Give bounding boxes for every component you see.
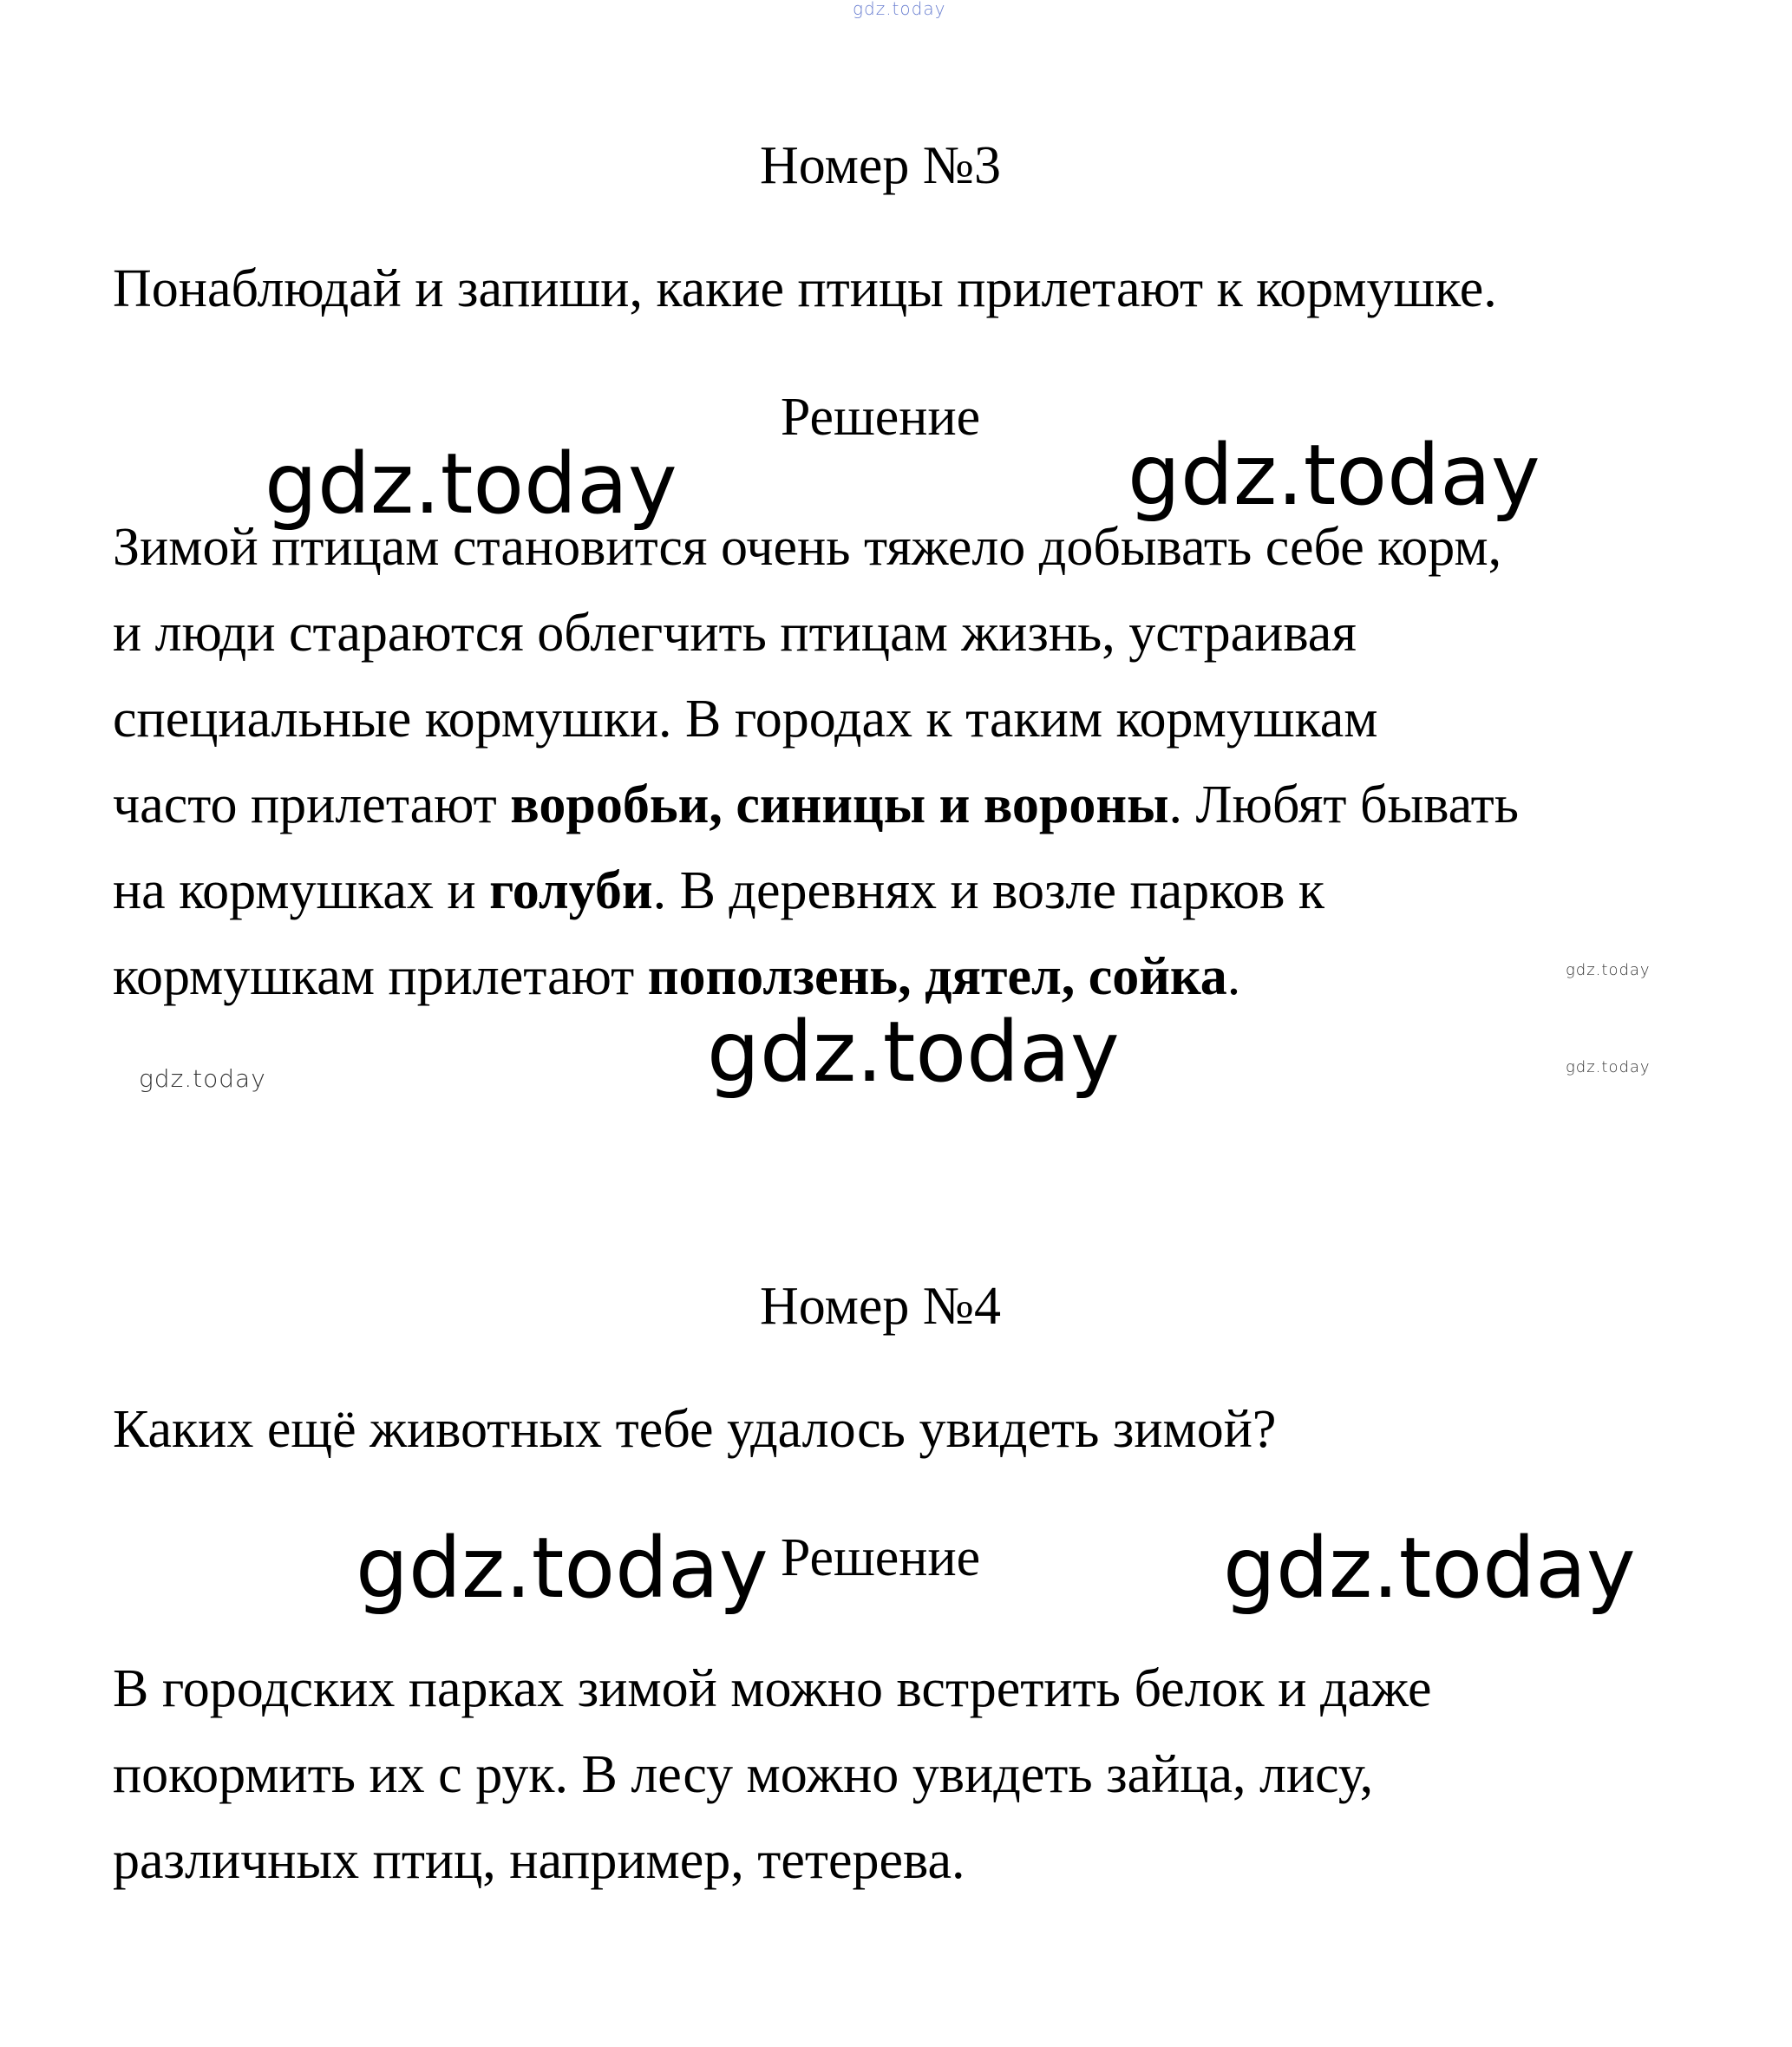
answer-line: кормушкам прилетают поползень, дятел, сойка. [113, 947, 1241, 1006]
task4-solution-label: Решение [780, 1528, 981, 1587]
watermark-tiny: gdz.today [1566, 1058, 1651, 1076]
task3-answer [113, 505, 1674, 1020]
bold-birds: поползень, дятел, сойка [647, 947, 1227, 1006]
answer-line: на кормушках и голуби. В деревнях и возле парков к [113, 861, 1325, 920]
task4-answer [113, 1646, 1674, 1904]
watermark-large: gdz.today [356, 1520, 768, 1617]
watermark-small: gdz.today [139, 1064, 266, 1093]
bold-birds: воробьи, синицы и вороны [510, 775, 1169, 834]
task4-question: Каких ещё животных тебе удалось увидеть зимой? [113, 1400, 1277, 1459]
task4-title: Номер №4 [759, 1277, 1001, 1336]
answer-line: различных птиц, например, тетерева. [113, 1831, 965, 1890]
task3-title: Номер №3 [759, 136, 1001, 195]
answer-line: и люди стараются облегчить птицам жизнь, устраивая [113, 604, 1357, 663]
answer-line: специальные кормушки. В городах к таким кормушкам [113, 690, 1378, 749]
answer-line: Зимой птицам становится очень тяжело добывать себе корм, [113, 518, 1502, 577]
bold-birds: голуби [489, 861, 653, 920]
watermark-top: gdz.today [853, 0, 946, 19]
watermark-large: gdz.today [265, 435, 677, 533]
watermark-large: gdz.today [1223, 1520, 1636, 1617]
answer-line: часто прилетают воробьи, синицы и вороны. Любят бывать [113, 775, 1519, 834]
watermark-large: gdz.today [707, 1004, 1120, 1101]
answer-line: покормить их с рук. В лесу можно увидеть зайца, лису, [113, 1745, 1374, 1804]
watermark-tiny: gdz.today [1566, 961, 1651, 979]
answer-line: В городских парках зимой можно встретить белок и даже [113, 1659, 1432, 1718]
task3-question: Понаблюдай и запиши, какие птицы прилетают к кормушке. [113, 259, 1497, 318]
task3-solution-label: Решение [780, 388, 981, 447]
watermark-large: gdz.today [1128, 427, 1540, 524]
